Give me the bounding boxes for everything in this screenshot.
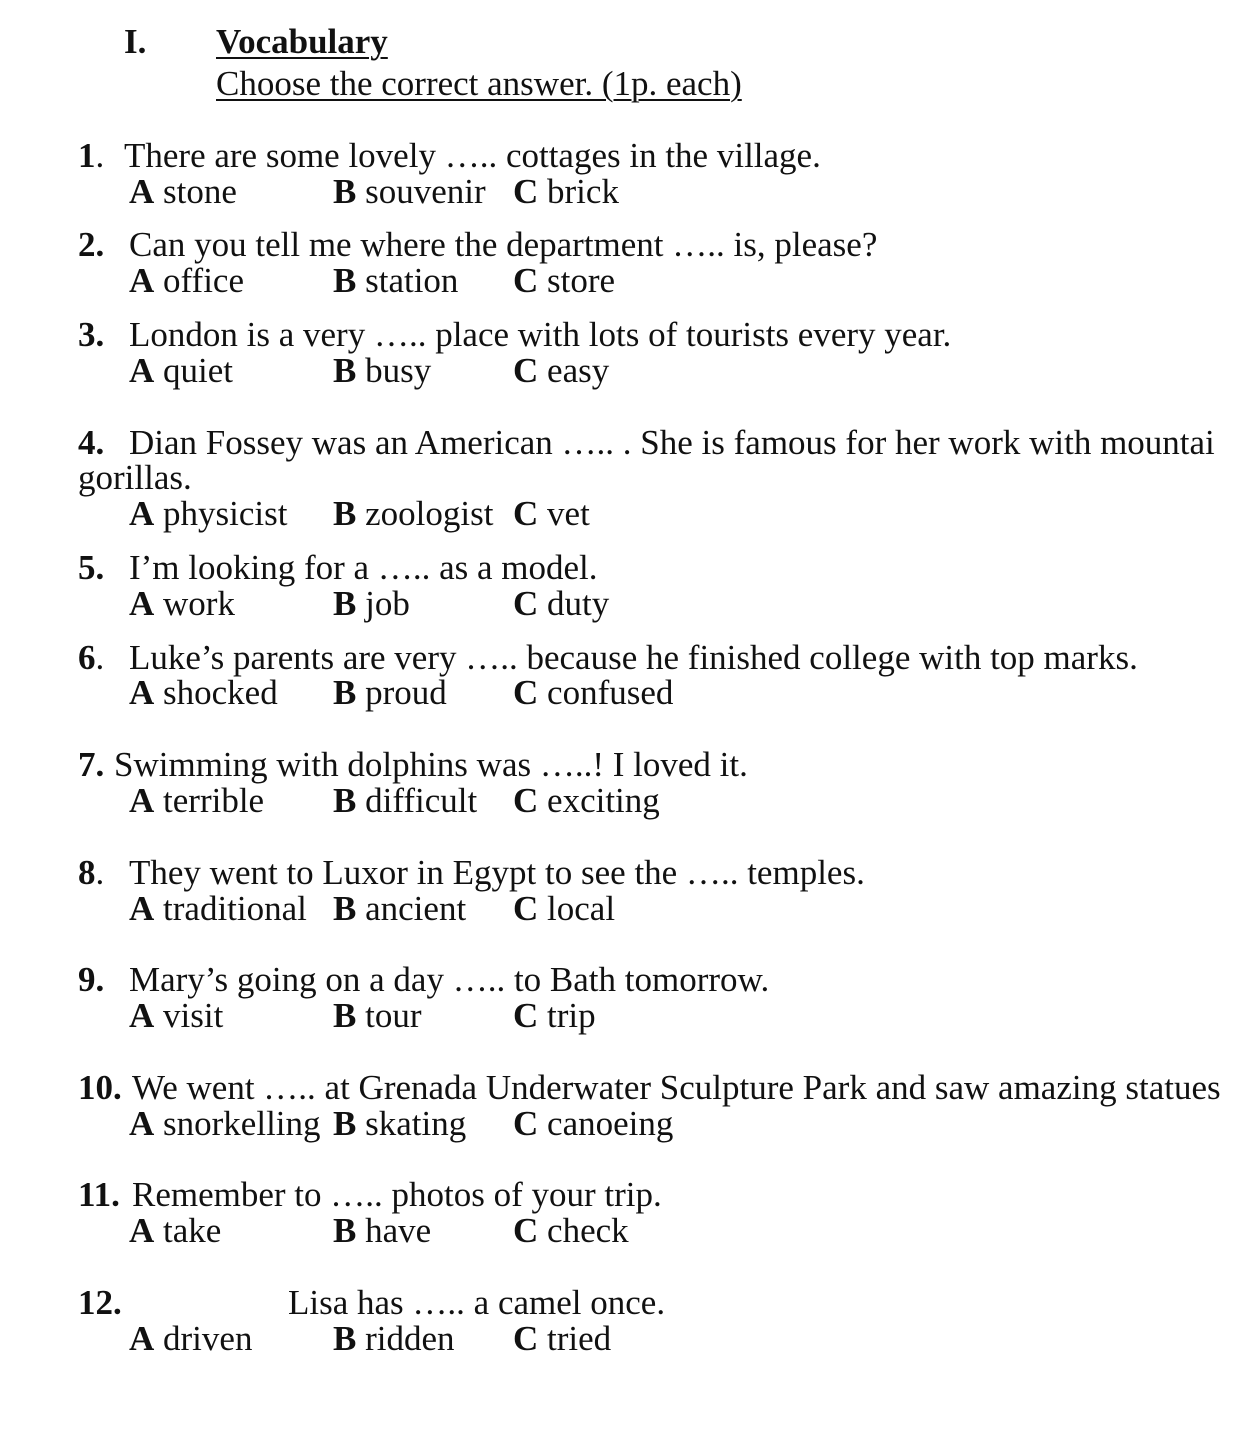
option-b[interactable]: B busy xyxy=(333,351,432,390)
question-text: Dian Fossey was an American ….. . She is famous for her work with mountai xyxy=(129,423,1215,462)
option-b[interactable]: B tour xyxy=(333,996,422,1035)
option-a[interactable]: A driven xyxy=(129,1319,253,1358)
section-number: I. xyxy=(124,22,147,61)
option-c[interactable]: C local xyxy=(513,889,616,928)
option-b[interactable]: B have xyxy=(333,1211,432,1250)
option-a[interactable]: A office xyxy=(129,261,245,300)
question-number: 12. xyxy=(78,1283,122,1322)
option-a[interactable]: A visit xyxy=(129,996,224,1035)
question-text: London is a very ….. place with lots of tourists every year. xyxy=(129,315,952,354)
question-number: 2. xyxy=(78,225,105,264)
question-number: 9. xyxy=(78,960,105,999)
question-number: 5. xyxy=(78,548,105,587)
option-b[interactable]: B skating xyxy=(333,1104,467,1143)
option-a[interactable]: A shocked xyxy=(129,673,278,712)
option-a[interactable]: A physicist xyxy=(129,494,288,533)
option-c[interactable]: C check xyxy=(513,1211,629,1250)
option-c[interactable]: C brick xyxy=(513,172,619,211)
option-b[interactable]: B difficult xyxy=(333,781,478,820)
option-c[interactable]: C easy xyxy=(513,351,610,390)
question-number: 7. xyxy=(78,745,105,784)
option-b[interactable]: B ridden xyxy=(333,1319,455,1358)
question-number: 1. xyxy=(78,136,105,175)
question-text: There are some lovely ….. cottages in the village. xyxy=(124,136,821,175)
question-number: 4. xyxy=(78,423,105,462)
question-text: Swimming with dolphins was …..! I loved it. xyxy=(114,745,748,784)
question-text: Lisa has ….. a camel once. xyxy=(288,1283,666,1322)
question-text: They went to Luxor in Egypt to see the ….. temples. xyxy=(129,853,865,892)
question-number: 6. xyxy=(78,638,105,677)
option-b[interactable]: B souvenir xyxy=(333,172,486,211)
option-b[interactable]: B proud xyxy=(333,673,447,712)
option-b[interactable]: B ancient xyxy=(333,889,467,928)
question-number: 8. xyxy=(78,853,105,892)
option-a[interactable]: A snorkelling xyxy=(129,1104,321,1143)
option-c[interactable]: C vet xyxy=(513,494,590,533)
option-a[interactable]: A stone xyxy=(129,172,237,211)
option-c[interactable]: C trip xyxy=(513,996,596,1035)
option-c[interactable]: C tried xyxy=(513,1319,612,1358)
question-number: 3. xyxy=(78,315,105,354)
question-text: I’m looking for a ….. as a model. xyxy=(129,548,598,587)
option-c[interactable]: C store xyxy=(513,261,616,300)
question-text: Luke’s parents are very ….. because he finished college with top marks. xyxy=(129,638,1138,677)
option-b[interactable]: B station xyxy=(333,261,459,300)
option-a[interactable]: A traditional xyxy=(129,889,307,928)
option-c[interactable]: C confused xyxy=(513,673,674,712)
question-text: Remember to ….. photos of your trip. xyxy=(132,1175,662,1214)
option-b[interactable]: B zoologist xyxy=(333,494,494,533)
option-c[interactable]: C duty xyxy=(513,584,610,623)
question-number: 10. xyxy=(78,1068,122,1107)
option-c[interactable]: C canoeing xyxy=(513,1104,674,1143)
question-text: Mary’s going on a day ….. to Bath tomorrow. xyxy=(129,960,770,999)
question-number: 11. xyxy=(78,1175,120,1214)
option-a[interactable]: A quiet xyxy=(129,351,234,390)
question-text: Can you tell me where the department ….. is, please? xyxy=(129,225,878,264)
section-instruction: Choose the correct answer. (1p. each) xyxy=(216,64,742,103)
question-text-continued: gorillas. xyxy=(78,458,192,497)
option-a[interactable]: A terrible xyxy=(129,781,265,820)
option-b[interactable]: B job xyxy=(333,584,410,623)
section-title: Vocabulary xyxy=(216,22,388,61)
option-a[interactable]: A work xyxy=(129,584,235,623)
option-a[interactable]: A take xyxy=(129,1211,222,1250)
question-text: We went ….. at Grenada Underwater Sculpture Park and saw amazing statues xyxy=(132,1068,1221,1107)
option-c[interactable]: C exciting xyxy=(513,781,660,820)
